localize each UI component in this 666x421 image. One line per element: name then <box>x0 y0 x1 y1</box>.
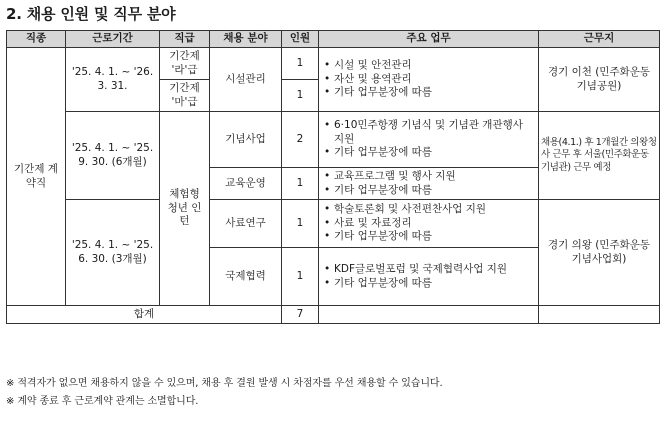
list-item: • 기타 업무분장에 따름 <box>323 184 534 197</box>
header-workplace: 근무지 <box>539 31 660 48</box>
list-item: • 교육프로그램 및 행사 지원 <box>323 170 534 183</box>
table-row <box>7 48 660 80</box>
duties-cell <box>319 168 539 200</box>
workplace-cell: 경기 의왕 (민주화운동 기념사업회) <box>539 200 660 306</box>
header-field: 채용 분야 <box>210 31 282 48</box>
table-row <box>7 200 660 248</box>
period-cell: '25. 4. 1. ~ '26. 3. 31. <box>66 48 160 112</box>
field-cell: 시설관리 <box>210 48 282 112</box>
duties-cell <box>319 48 539 112</box>
workplace-cell: 경기 이천 (민주화운동 기념공원) <box>539 48 660 112</box>
period-cell: '25. 4. 1. ~ '25. 9. 30. (6개월) <box>66 112 160 200</box>
duties-cell <box>319 112 539 168</box>
table-row <box>7 112 660 168</box>
total-row <box>7 306 660 324</box>
list-item: • 6·10민주항쟁 기념식 및 기념관 개관행사 지원 <box>323 119 534 146</box>
list-item: • 기타 업무분장에 따름 <box>323 146 534 159</box>
count-cell: 1 <box>282 48 319 80</box>
header-row <box>7 31 660 48</box>
total-label: 합계 <box>7 306 282 324</box>
count-cell: 1 <box>282 168 319 200</box>
recruitment-table <box>6 30 660 324</box>
list-item: • 사료 및 자료정리 <box>323 217 534 230</box>
count-cell: 1 <box>282 200 319 248</box>
grade-cell: 기간제 '마'급 <box>160 80 210 112</box>
list-item: • 기타 업무분장에 따름 <box>323 230 534 243</box>
count-cell: 1 <box>282 248 319 306</box>
period-cell: '25. 4. 1. ~ '25. 6. 30. (3개월) <box>66 200 160 306</box>
footnote-1: ※ 적격자가 없으면 채용하지 않을 수 있으며, 채용 후 결원 발생 시 차점자를 우선 채용할 수 있습니다. <box>6 378 443 389</box>
list-item: • 학술토론회 및 사전편찬사업 지원 <box>323 203 534 216</box>
header-job-type: 직종 <box>7 31 66 48</box>
header-count: 인원 <box>282 31 319 48</box>
list-item: • 기타 업무분장에 따름 <box>323 277 534 290</box>
total-empty-cell <box>319 306 539 324</box>
total-empty-cell <box>539 306 660 324</box>
count-cell: 1 <box>282 80 319 112</box>
workplace-note-cell: 채용(4.1.) 후 1개월간 의왕청사 근무 후 서울(민주화운동기념관) 근무 예정 <box>539 112 660 200</box>
count-cell: 2 <box>282 112 319 168</box>
list-item: • 시설 및 안전관리 <box>323 59 534 72</box>
field-cell: 교육운영 <box>210 168 282 200</box>
field-cell: 사료연구 <box>210 200 282 248</box>
grade-cell: 체험형 청년 인턴 <box>160 112 210 306</box>
grade-cell: 기간제 '라'급 <box>160 48 210 80</box>
total-count: 7 <box>282 306 319 324</box>
list-item: • KDF글로벌포럼 및 국제협력사업 지원 <box>323 263 534 276</box>
field-cell: 국제협력 <box>210 248 282 306</box>
section-title: 2. 채용 인원 및 직무 분야 <box>6 5 176 23</box>
list-item: • 기타 업무분장에 따름 <box>323 86 534 99</box>
job-type-cell: 기간제 계약직 <box>7 48 66 306</box>
header-grade: 직급 <box>160 31 210 48</box>
header-period: 근로기간 <box>66 31 160 48</box>
field-cell: 기념사업 <box>210 112 282 168</box>
duties-cell <box>319 200 539 248</box>
duties-cell <box>319 248 539 306</box>
list-item: • 자산 및 용역관리 <box>323 73 534 86</box>
footnote-2: ※ 계약 종료 후 근로계약 관계는 소멸합니다. <box>6 396 199 407</box>
header-duties: 주요 업무 <box>319 31 539 48</box>
